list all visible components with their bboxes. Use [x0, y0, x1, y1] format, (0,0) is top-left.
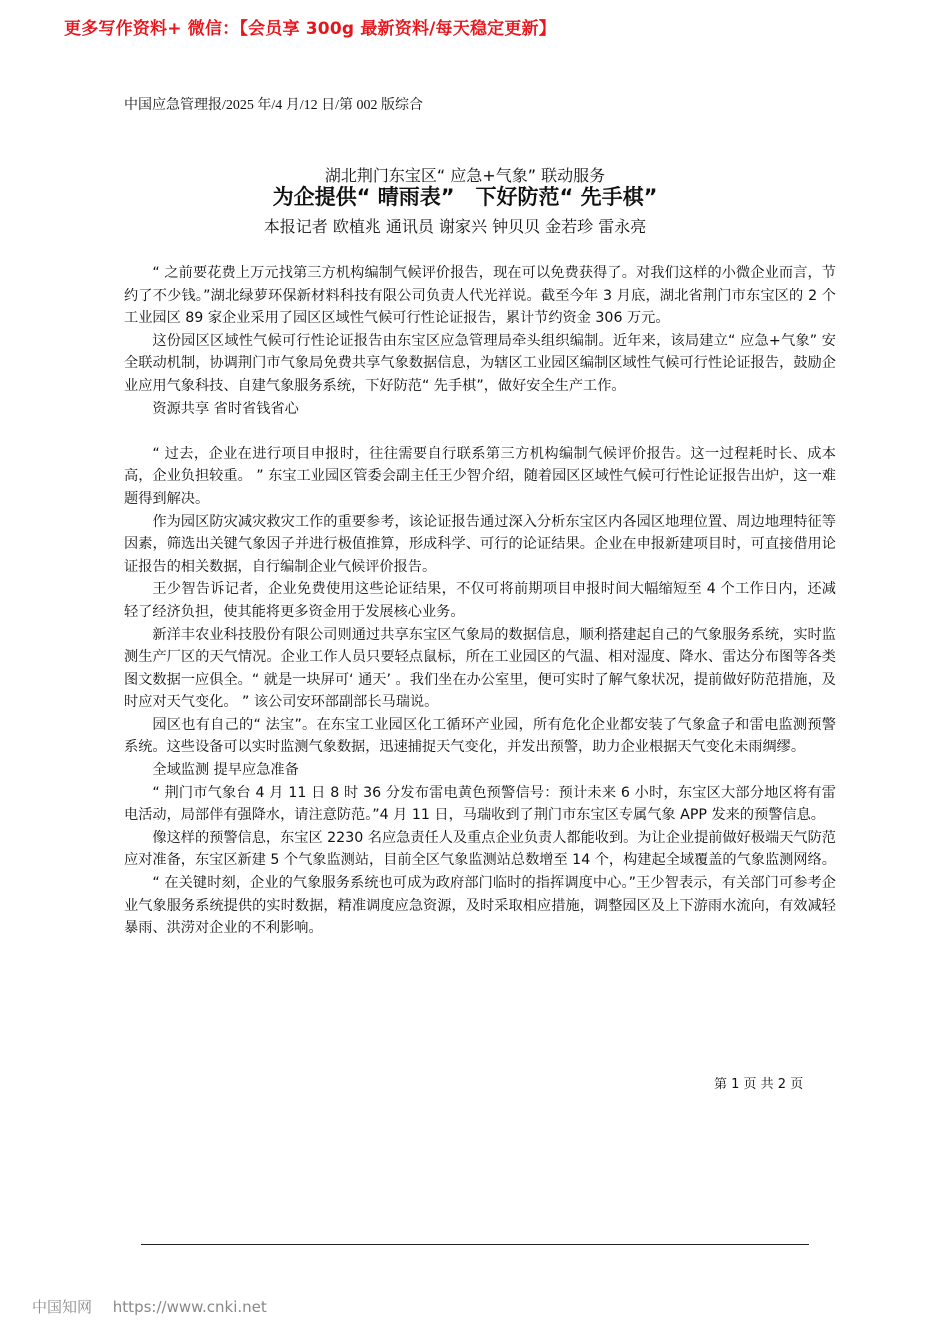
- footer: [32, 1296, 267, 1317]
- kicker-text: 湖北荆门东宝区“ 应急+气象” 联动服务: [324, 166, 606, 185]
- article-body: [124, 262, 836, 940]
- footer-url[interactable]: https://www.cnki.net: [112, 1298, 267, 1316]
- section-subhead: 全域监测 提早应急准备: [152, 762, 299, 779]
- paragraph: 像这样的预警信息，东宝区 2230 名应急责任人及重点企业负责人都能收到。为让企业提前做好极端天气防范应对准备，东宝区新建 5 个气象监测站，目前全区气象监测站总数增至 14 个，构建起全域覆盖的气象监测网络。: [124, 829, 836, 869]
- paragraph: 新洋丰农业科技股份有限公司则通过共享东宝区气象局的数据信息，顺利搭建起自己的气象服务系统，实时监测生产厂区的天气情况。企业工作人员只要轻点鼠标，所在工业园区的气温、相对湿度、降水、雷达分布图等各类图文数据一应俱全。“ 就是一块屏可‘ 通天’ 。我们坐在办公室里，便可实时了解气象状况，提前做好防范措施，及时应对天气变化。 ” 该公司安环部副部长马瑞说。: [124, 626, 836, 711]
- article-byline: [0, 214, 950, 237]
- paragraph: 王少智告诉记者，企业免费使用这些论证结果，不仅可将前期项目申报时间大幅缩短至 4 个工作日内，还减轻了经济负担，使其能将更多资金用于发展核心业务。: [124, 581, 836, 620]
- source-line: 中国应急管理报/2025 年/4 月/12 日/第 002 版综合: [124, 98, 424, 113]
- byline-text: 本报记者 欧植兆 通讯员 谢家兴 钟贝贝 金若珍 雷永亮: [263, 217, 647, 236]
- page-number: 第 1 页 共 2 页: [714, 1077, 804, 1092]
- paragraph: 园区也有自己的“ 法宝”。在东宝工业园区化工循环产业园，所有危化企业都安装了气象盒子和雷电监测预警系统。这些设备可以实时监测气象数据，迅速捕捉天气变化，并发出预警，助力企业根据天气变化未雨绸缪。: [124, 716, 836, 756]
- paragraph: 作为园区防灾减灾救灾工作的重要参考，该论证报告通过深入分析东宝区内各园区地理位置、周边地理特征等因素，筛选出关键气象因子并进行极值推算，形成科学、可行的论证结果。企业在申报新建项目时，可直接借用论证报告的相关数据，自行编制企业气候评价报告。: [124, 513, 836, 575]
- paragraph: “ 过去，企业在进行项目申报时，往往需要自行联系第三方机构编制气候评价报告。这一过程耗时长、成本高，企业负担较重。 ” 东宝工业园区管委会副主任王少智介绍，随着园区区域性气候可行性论证报告出炉，这一难题得到解决。: [124, 445, 836, 507]
- paragraph: “ 之前要花费上万元找第三方机构编制气候评价报告，现在可以免费获得了。对我们这样的小微企业而言，节约了不少钱。”湖北绿萝环保新材料科技有限公司负责人代光祥说。截至今年 3 月底，湖北省荆门市东宝区的 2 个工业园区 89 家企业采用了园区区域性气候可行性论证报告，累计节约资金 306 万元。: [124, 265, 836, 327]
- footer-divider: [141, 1244, 809, 1245]
- headline-text: 为企提供“ 晴雨表” 下好防范“ 先手棋”: [272, 185, 658, 209]
- section-subhead: 资源共享 省时省钱省心: [152, 400, 299, 417]
- paragraph: 这份园区区域性气候可行性论证报告由东宝区应急管理局牵头组织编制。近年来，该局建立“ 应急+气象” 安全联动机制，协调荆门市气象局免费共享气象数据信息，为辖区工业园区编制区域性气候可行性论证报告，鼓励企业应用气象科技、自建气象服务系统，下好防范“ 先手棋”，做好安全生产工作。: [124, 332, 836, 394]
- article-headline: [0, 181, 950, 211]
- cnki-logo: 中国知网: [32, 1298, 93, 1316]
- paragraph: “ 在关键时刻，企业的气象服务系统也可成为政府部门临时的指挥调度中心。”王少智表示，有关部门可参考企业气象服务系统提供的实时数据，精准调度应急资源，及时采取相应措施，调整园区及上下游雨水流向，有效减轻暴雨、洪涝对企业的不利影响。: [124, 875, 836, 937]
- promo-banner: 更多写作资料+ 微信：【会员享 300g 最新资料/每天稳定更新】: [64, 19, 556, 39]
- paragraph: “ 荆门市气象台 4 月 11 日 8 时 36 分发布雷电黄色预警信号：预计未来 6 小时，东宝区大部分地区将有雷电活动，局部伴有强降水，请注意防范。”4 月 11 日，马瑞收到了荆门市东宝区专属气象 APP 发来的预警信息。: [124, 784, 836, 824]
